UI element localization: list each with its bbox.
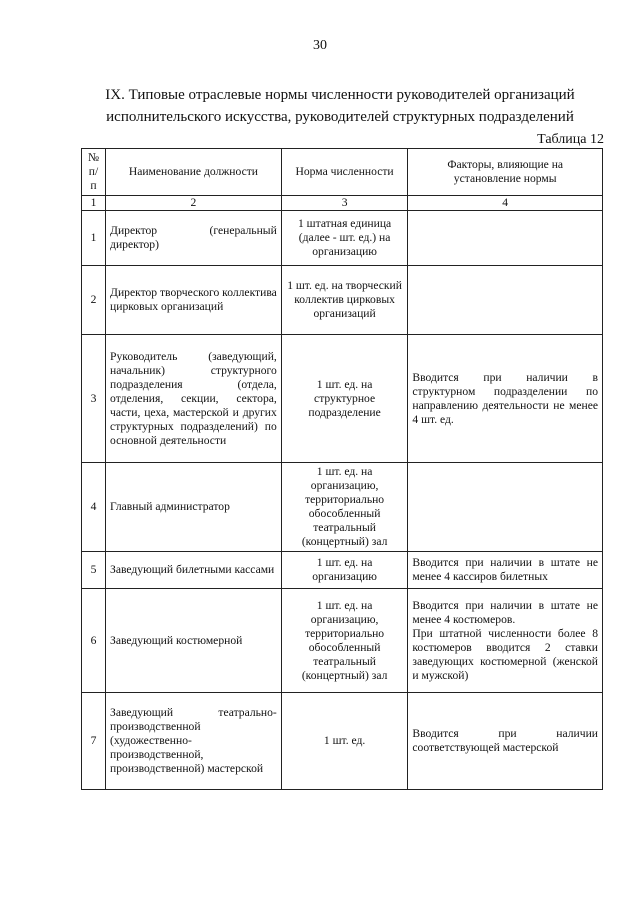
row-norm: 1 шт. ед. на организацию, территориально обособленный театральный (концертный) зал (281, 463, 408, 552)
table-row (82, 211, 603, 266)
row-num: 1 (82, 211, 106, 266)
header-position: Наименование должности (106, 149, 282, 196)
row-factors (408, 589, 603, 693)
header-factors: Факторы, влияющие на установление нормы (408, 149, 603, 196)
row-position: Заведующий костюмерной (106, 589, 282, 693)
row-position: Заведующий театрально-производственной (художественно-производственной, производственной) мастерской (106, 693, 282, 790)
table-index-row (82, 196, 603, 211)
section-title-line-2: исполнительского искусства, руководителей структурных подразделений (106, 109, 574, 125)
row-norm: 1 штатная единица (далее - шт. ед.) на организацию (281, 211, 408, 266)
table-row (82, 693, 603, 790)
row-factors (408, 266, 603, 335)
row-factors: Вводится при наличии в структурном подразделении по направлению деятельности не менее 4 шт. ед. (408, 335, 603, 463)
row-position: Директор (генеральный директор) (106, 211, 282, 266)
row-norm: 1 шт. ед. (281, 693, 408, 790)
row-num: 7 (82, 693, 106, 790)
index-cell: 4 (408, 196, 603, 211)
index-cell: 2 (106, 196, 282, 211)
table-caption: Таблица 12 (537, 132, 604, 147)
table-header-row (82, 149, 603, 196)
row-factors: Вводится при наличии соответствующей мастерской (408, 693, 603, 790)
section-title-line-1: IX. Типовые отраслевые нормы численности руководителей организаций (105, 87, 575, 103)
row-norm: 1 шт. ед. на структурное подразделение (281, 335, 408, 463)
row-num: 5 (82, 552, 106, 589)
row-factors (408, 211, 603, 266)
row-norm: 1 шт. ед. на творческий коллектив цирковых организаций (281, 266, 408, 335)
row-norm: 1 шт. ед. на организацию (281, 552, 408, 589)
row-num: 2 (82, 266, 106, 335)
header-norm: Норма численности (281, 149, 408, 196)
row-num: 4 (82, 463, 106, 552)
row-position: Руководитель (заведующий, начальник) структурного подразделения (отдела, отделения, секции, сектора, части, цеха, мастерской и других структурных подразделений) по основной деятельности (106, 335, 282, 463)
index-cell: 1 (82, 196, 106, 211)
factors-paragraph-2: При штатной численности более 8 костюмеров вводится 2 ставки заведующих костюмерной (женской и мужской) (412, 626, 598, 682)
page-number: 30 (313, 38, 327, 53)
table-row (82, 463, 603, 552)
row-factors (408, 463, 603, 552)
table-row (82, 335, 603, 463)
table-row (82, 589, 603, 693)
row-position: Главный администратор (106, 463, 282, 552)
norms-table (81, 148, 603, 790)
table-row (82, 266, 603, 335)
factors-paragraph-1: Вводится при наличии в штате не менее 4 костюмеров. (412, 598, 598, 626)
row-norm: 1 шт. ед. на организацию, территориально обособленный театральный (концертный) зал (281, 589, 408, 693)
table-row (82, 552, 603, 589)
row-position: Заведующий билетными кассами (106, 552, 282, 589)
row-factors: Вводится при наличии в штате не менее 4 кассиров билетных (408, 552, 603, 589)
header-num: № п/п (82, 149, 106, 196)
row-num: 6 (82, 589, 106, 693)
row-num: 3 (82, 335, 106, 463)
row-position: Директор творческого коллектива цирковых организаций (106, 266, 282, 335)
section-title (80, 84, 600, 128)
index-cell: 3 (281, 196, 408, 211)
